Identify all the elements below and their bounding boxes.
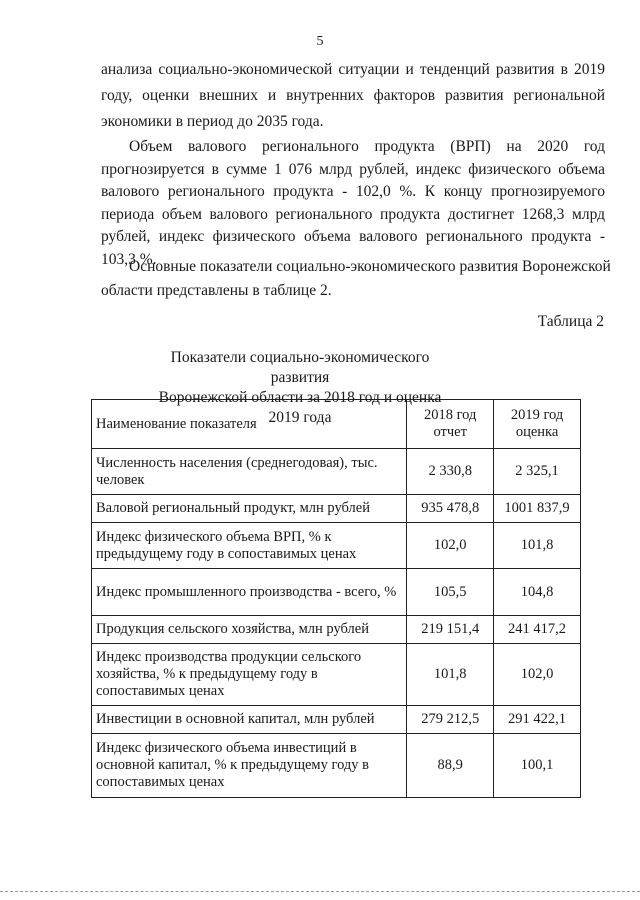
table-row bbox=[92, 495, 581, 523]
indicator-name: Индекс физического объема ВРП, % к предыдущему году в сопоставимых ценах bbox=[92, 523, 407, 569]
paragraph-intro bbox=[101, 57, 605, 135]
value-2018: 279 212,5 bbox=[407, 706, 494, 734]
table-row bbox=[92, 569, 581, 616]
value-2018: 935 478,8 bbox=[407, 495, 494, 523]
value-2019: 104,8 bbox=[494, 569, 581, 616]
text-line: валового регионального продукта - 102,0 %. К концу прогнозируемого bbox=[101, 183, 605, 200]
table-label: Таблица 2 bbox=[537, 313, 604, 330]
indicator-name: Индекс физического объема инвестиций в основной капитал, % к предыдущему году в сопоставимых ценах bbox=[92, 734, 407, 798]
bottom-divider bbox=[0, 891, 640, 892]
text-line: Основные показатели социально-экономического развития Воронежской bbox=[129, 258, 611, 275]
table-row bbox=[92, 706, 581, 734]
text-line: анализа социально-экономической ситуации и тенденций развития в 2019 bbox=[101, 61, 605, 78]
text-line: области представлены в таблице 2. bbox=[101, 282, 332, 299]
header-2019: 2019 год оценка bbox=[494, 400, 581, 449]
header-indicator-name: Наименование показателя bbox=[92, 400, 407, 449]
table-row bbox=[92, 734, 581, 798]
indicator-name: Продукция сельского хозяйства, млн рублей bbox=[92, 616, 407, 644]
page-number: 5 bbox=[316, 34, 324, 49]
indicator-name: Численность населения (среднегодовая), тыс. человек bbox=[92, 449, 407, 495]
value-2019: 241 417,2 bbox=[494, 616, 581, 644]
paragraph-grp-forecast bbox=[101, 136, 605, 271]
value-2018: 101,8 bbox=[407, 644, 494, 706]
table-row bbox=[92, 449, 581, 495]
text-line: прогнозируется в сумме 1 076 млрд рублей, индекс физического объема bbox=[101, 160, 605, 178]
indicator-name: Инвестиции в основной капитал, млн рублей bbox=[92, 706, 407, 734]
indicator-name: Валовой региональный продукт, млн рублей bbox=[92, 495, 407, 523]
header-2018: 2018 год отчет bbox=[407, 400, 494, 449]
text-line: рублей, индекс физического объема валового регионального продукта - bbox=[101, 228, 605, 245]
value-2019: 1001 837,9 bbox=[494, 495, 581, 523]
indicator-name: Индекс промышленного производства - всего, % bbox=[92, 569, 407, 616]
value-2019: 2 325,1 bbox=[494, 449, 581, 495]
value-2018: 102,0 bbox=[407, 523, 494, 569]
text-line: экономики в период до 2035 года. bbox=[101, 113, 324, 130]
value-2019: 101,8 bbox=[494, 523, 581, 569]
value-2018: 2 330,8 bbox=[407, 449, 494, 495]
value-2018: 105,5 bbox=[407, 569, 494, 616]
indicator-name: Индекс производства продукции сельского хозяйства, % к предыдущему году в сопоставимых ценах bbox=[92, 644, 407, 706]
text-line: 103,3 %. bbox=[101, 250, 157, 268]
caption-line: Показатели социально-экономического развития bbox=[170, 349, 430, 386]
table-header-row bbox=[92, 400, 581, 449]
table-row bbox=[92, 523, 581, 569]
value-2018: 219 151,4 bbox=[407, 616, 494, 644]
text-line: периода объем валового регионального продукта достигнет 1268,3 млрд bbox=[101, 205, 605, 223]
value-2019: 100,1 bbox=[494, 734, 581, 798]
value-2018: 88,9 bbox=[407, 734, 494, 798]
text-line: Объем валового регионального продукта (ВРП) на 2020 год bbox=[129, 138, 605, 155]
caption-line: Воронежской области за 2018 год и оценка 2019 года bbox=[158, 389, 442, 426]
value-2019: 102,0 bbox=[494, 644, 581, 706]
paragraph-table-reference bbox=[101, 255, 611, 303]
table-row bbox=[92, 616, 581, 644]
value-2019: 291 422,1 bbox=[494, 706, 581, 734]
table-row bbox=[92, 644, 581, 706]
indicators-table bbox=[91, 399, 581, 798]
text-line: году, оценки внешних и внутренних факторов развития региональной bbox=[101, 87, 605, 104]
